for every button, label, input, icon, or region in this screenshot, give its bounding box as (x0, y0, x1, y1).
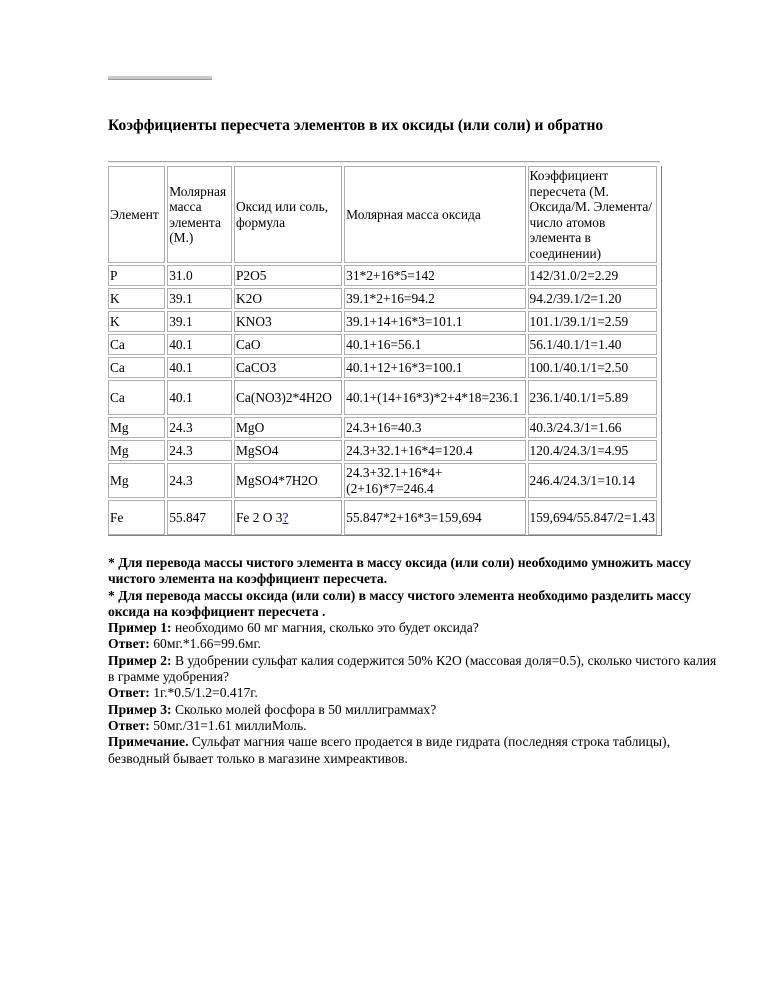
answer-3 (108, 718, 718, 734)
section-divider (108, 161, 660, 163)
coefficient-table-frame (108, 166, 662, 536)
table-row (108, 334, 657, 355)
answer-2-label: Ответ: (108, 685, 150, 701)
cell-element: Ca (108, 380, 165, 415)
cell-element: Fe (108, 500, 165, 535)
cell-mass: 40.1 (167, 380, 232, 415)
cell-element: Ca (108, 334, 165, 355)
remark (108, 734, 718, 767)
cell-oxide: MgO (234, 417, 342, 438)
cell-element: K (108, 311, 165, 332)
cell-mass: 55.847 (167, 500, 232, 535)
cell-mass: 31.0 (167, 265, 232, 286)
cell-oxide: Ca(NO3)2*4H2O (234, 380, 342, 415)
example-3 (108, 702, 718, 718)
cell-coefficient: 120.4/24.3/1=4.95 (528, 440, 657, 461)
remark-label: Примечание. (108, 734, 189, 750)
example-2 (108, 653, 718, 686)
cell-oxide-mass: 40.1+16=56.1 (344, 334, 525, 355)
cell-oxide-mass: 55.847*2+16*3=159,694 (344, 500, 525, 535)
cell-coefficient: 246.4/24.3/1=10.14 (528, 463, 657, 498)
cell-mass: 39.1 (167, 311, 232, 332)
example-3-text: Сколько молей фосфора в 50 миллиграммах? (171, 701, 437, 717)
cell-element: K (108, 288, 165, 309)
example-1-label: Пример 1: (108, 620, 172, 636)
cell-coefficient: 101.1/39.1/1=2.59 (528, 311, 657, 332)
cell-mass: 24.3 (167, 417, 232, 438)
cell-oxide-text: Fe 2 O 3 (235, 509, 283, 525)
example-1 (108, 620, 718, 636)
cell-element: Mg (108, 463, 165, 498)
cell-element: Mg (108, 417, 165, 438)
example-1-text: необходимо 60 мг магния, сколько это будет оксида? (171, 620, 479, 636)
cell-oxide-mass: 24.3+32.1+16*4=120.4 (344, 440, 525, 461)
cell-oxide-mass: 24.3+32.1+16*4+(2+16)*7=246.4 (344, 463, 525, 498)
cell-element: Mg (108, 440, 165, 461)
answer-1-text: 60мг.*1.66=99.6мг. (149, 636, 261, 652)
table-row (108, 417, 657, 438)
cell-mass: 24.3 (167, 440, 232, 461)
cell-oxide: CaCO3 (234, 357, 342, 378)
answer-3-text: 50мг./31=1.61 миллиМоль. (149, 717, 307, 733)
rule-divide (108, 588, 718, 621)
answer-1 (108, 636, 718, 652)
cell-coefficient: 94.2/39.1/2=1.20 (528, 288, 657, 309)
cell-mass: 40.1 (167, 357, 232, 378)
cell-oxide: P2O5 (234, 265, 342, 286)
example-2-label: Пример 2: (108, 652, 172, 668)
rule-multiply-text: * Для перевода массы чистого элемента в массу оксида (или соли) необходимо умножить массу чистого элемента на коэффициент пересчета. (108, 555, 692, 587)
page-title: Коэффициенты пересчета элементов в их оксиды (или соли) и обратно (108, 117, 604, 134)
answer-1-label: Ответ: (108, 636, 150, 652)
cell-oxide-mass: 40.1+(14+16*3)*2+4*18=236.1 (344, 380, 525, 415)
table-row (108, 357, 657, 378)
cell-coefficient: 142/31.0/2=2.29 (528, 265, 657, 286)
table-row (108, 288, 657, 309)
example-3-label: Пример 3: (108, 701, 172, 717)
cell-oxide: K2O (234, 288, 342, 309)
cell-coefficient: 100.1/40.1/1=2.50 (528, 357, 657, 378)
coefficient-table (106, 164, 659, 537)
table-row (108, 380, 657, 415)
notes-section (108, 555, 718, 767)
cell-element: P (108, 265, 165, 286)
cell-oxide-mass: 39.1+14+16*3=101.1 (344, 311, 525, 332)
table-row (108, 265, 657, 286)
formula-help-link[interactable]: ? (282, 509, 289, 525)
cell-coefficient: 56.1/40.1/1=1.40 (528, 334, 657, 355)
table-row (108, 440, 657, 461)
answer-2 (108, 685, 718, 701)
cell-oxide: KNO3 (234, 311, 342, 332)
table-row (108, 500, 657, 535)
answer-2-text: 1г.*0.5/1.2=0.417г. (149, 685, 258, 701)
cell-coefficient: 40.3/24.3/1=1.66 (528, 417, 657, 438)
cell-mass: 40.1 (167, 334, 232, 355)
table-row (108, 311, 657, 332)
cell-oxide: MgSO4*7H2O (234, 463, 342, 498)
cell-element: Ca (108, 357, 165, 378)
cell-oxide: CaO (234, 334, 342, 355)
header-molar-mass: Молярная масса элемента (М.) (167, 166, 232, 263)
cell-oxide-mass: 40.1+12+16*3=100.1 (344, 357, 525, 378)
cell-mass: 24.3 (167, 463, 232, 498)
cell-oxide-mass: 39.1*2+16=94.2 (344, 288, 525, 309)
header-oxide-molar-mass: Молярная масса оксида (344, 166, 525, 263)
cell-mass: 39.1 (167, 288, 232, 309)
top-divider (108, 76, 212, 80)
answer-3-label: Ответ: (108, 717, 150, 733)
table-header-row (108, 166, 657, 263)
header-element: Элемент (108, 166, 165, 263)
cell-coefficient: 236.1/40.1/1=5.89 (528, 380, 657, 415)
rule-divide-text: * Для перевода массы оксида (или соли) в массу чистого элемента необходимо разделить массу оксида на коэффициент пересчета . (108, 587, 692, 619)
cell-oxide-mass: 24.3+16=40.3 (344, 417, 525, 438)
remark-text: Сульфат магния чаше всего продается в виде гидрата (последняя строка таблицы), безводный бывает только в магазине химреактивов. (108, 734, 670, 766)
cell-oxide-mass: 31*2+16*5=142 (344, 265, 525, 286)
example-2-text: В удобрении сульфат калия содержится 50% К2О (массовая доля=0.5), сколько чистого калия в грамме удобрения? (108, 652, 717, 685)
rule-multiply (108, 555, 718, 588)
table-row (108, 463, 657, 498)
cell-oxide (234, 500, 342, 535)
cell-coefficient: 159,694/55.847/2=1.43 (528, 500, 657, 535)
cell-oxide: MgSO4 (234, 440, 342, 461)
header-oxide-formula: Оксид или соль, формула (234, 166, 342, 263)
header-coefficient: Коэффициент пересчета (М. Оксида/М. Элемента/число атомов элемента в соединении) (528, 166, 657, 263)
